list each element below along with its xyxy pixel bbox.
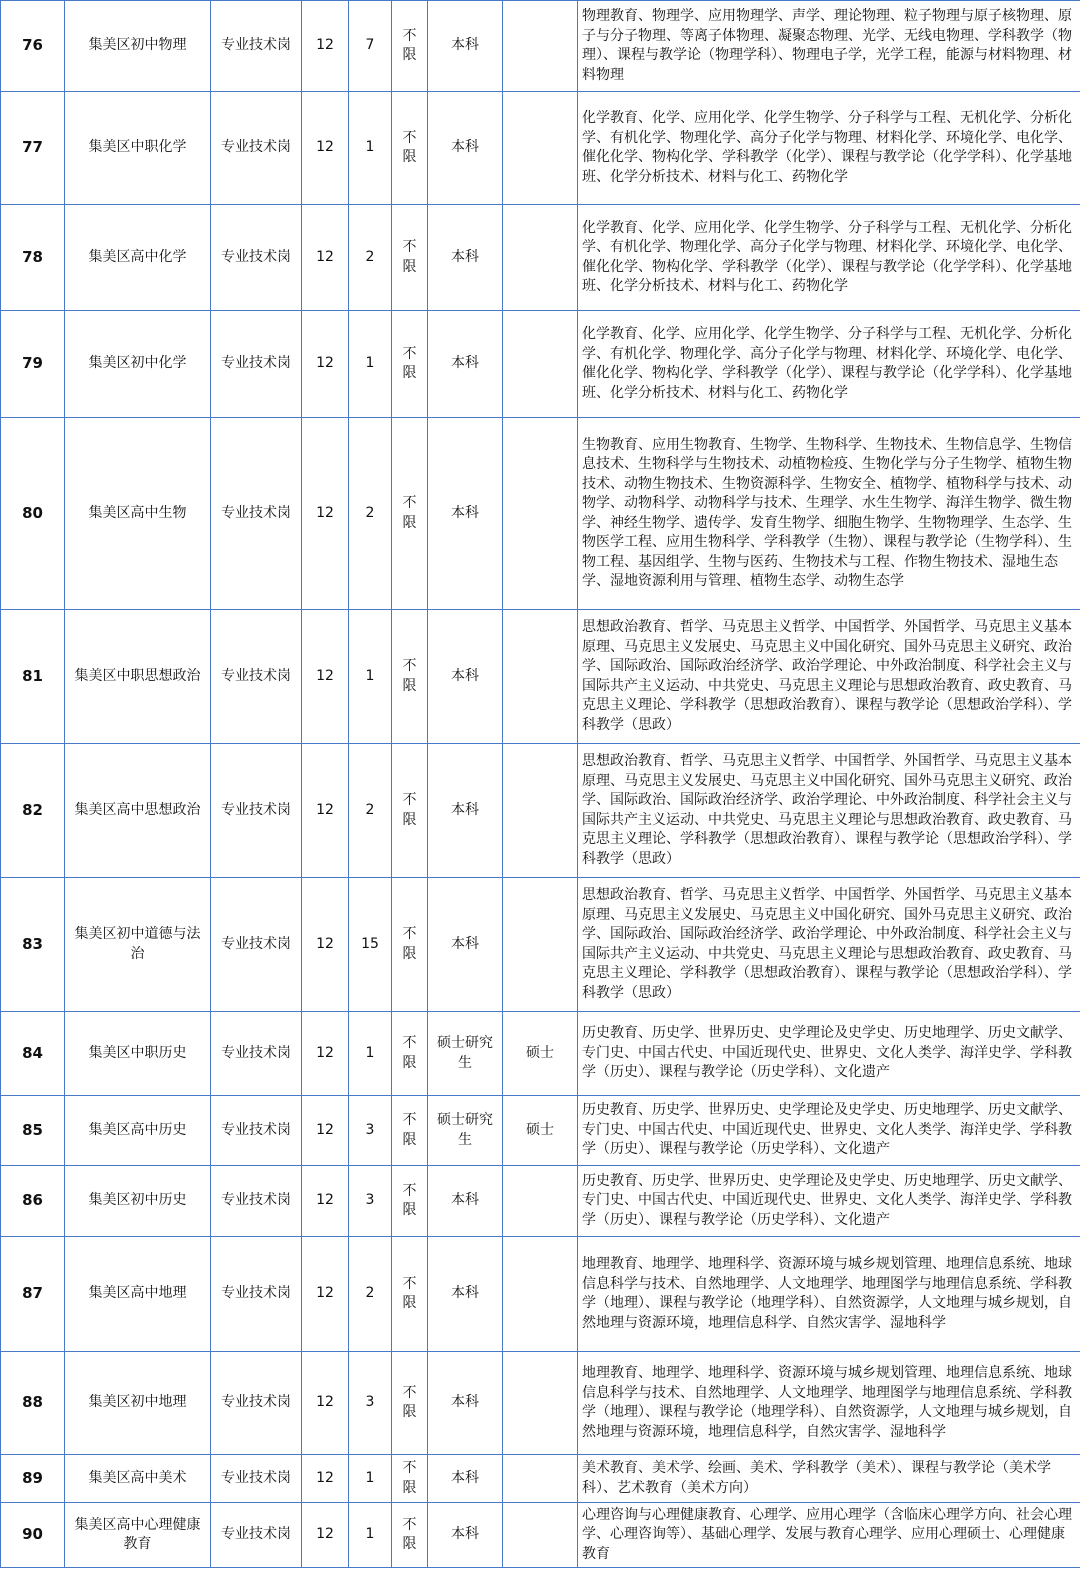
position-type: 专业技术岗: [211, 1352, 302, 1455]
major-requirements: 历史教育、历史学、世界历史、史学理论及史学史、历史地理学、历史文献学、专门史、中国古代史、中国近现代史、世界史、文化人类学、海洋史学、学科教学（历史）、课程与教学论（历史学科）、文化遗产: [578, 1096, 1080, 1166]
degree-requirement: [503, 418, 578, 610]
hire-count: 2: [349, 418, 392, 610]
position-grade: 12: [302, 744, 349, 878]
major-requirements: 地理教育、地理学、地理科学、资源环境与城乡规划管理、地理信息系统、地球信息科学与技术、自然地理学、人文地理学、地理图学与地理信息系统、学科教学（地理）、课程与教学论（地理学科）、自然资源学，人文地理与城乡规划，自然地理与资源环境，地理信息科学、自然灾害学、湿地科学: [578, 1237, 1080, 1352]
row-number: 81: [1, 610, 65, 744]
position-name: 集美区中职化学: [65, 92, 211, 205]
row-number: 87: [1, 1237, 65, 1352]
position-name: 集美区高中生物: [65, 418, 211, 610]
degree-requirement: 硕士: [503, 1096, 578, 1166]
position-name: 集美区中职思想政治: [65, 610, 211, 744]
hire-count: 7: [349, 1, 392, 92]
position-grade: 12: [302, 1096, 349, 1166]
hire-count: 2: [349, 744, 392, 878]
position-grade: 12: [302, 418, 349, 610]
gender-requirement: 不限: [392, 1166, 428, 1237]
hire-count: 3: [349, 1352, 392, 1455]
row-number: 76: [1, 1, 65, 92]
education-requirement: 本科: [428, 1166, 503, 1237]
table-row: [1, 1166, 1080, 1237]
gender-requirement: 不限: [392, 311, 428, 418]
education-requirement: 本科: [428, 744, 503, 878]
education-requirement: 本科: [428, 1455, 503, 1503]
major-requirements: 思想政治教育、哲学、马克思主义哲学、中国哲学、外国哲学、马克思主义基本原理、马克思主义发展史、马克思主义中国化研究、国外马克思主义研究、政治学、国际政治、国际政治经济学、政治学理论、中外政治制度、科学社会主义与国际共产主义运动、中共党史、马克思主义理论与思想政治教育、政史教育、马克思主义理论、学科教学（思想政治教育）、课程与教学论（思想政治学科）、学科教学（思政）: [578, 744, 1080, 878]
degree-requirement: [503, 878, 578, 1012]
education-requirement: 本科: [428, 878, 503, 1012]
degree-requirement: [503, 1166, 578, 1237]
row-number: 82: [1, 744, 65, 878]
position-type: 专业技术岗: [211, 92, 302, 205]
position-grade: 12: [302, 1012, 349, 1096]
major-requirements: 化学教育、化学、应用化学、化学生物学、分子科学与工程、无机化学、分析化学、有机化学、物理化学、高分子化学与物理、材料化学、环境化学、电化学、催化化学、物构化学、学科教学（化学）、课程与教学论（化学学科）、化学基地班、化学分析技术、材料与化工、药物化学: [578, 92, 1080, 205]
gender-requirement: 不限: [392, 1455, 428, 1503]
education-requirement: 本科: [428, 311, 503, 418]
row-number: 84: [1, 1012, 65, 1096]
position-grade: 12: [302, 1, 349, 92]
row-number: 80: [1, 418, 65, 610]
major-requirements: 物理教育、物理学、应用物理学、声学、理论物理、粒子物理与原子核物理、原子与分子物理、等离子体物理、凝聚态物理、光学、无线电物理、学科教学（物理）、课程与教学论（物理学科）、物理电子学，光学工程，能源与材料物理、材料物理: [578, 1, 1080, 92]
table-row: [1, 1, 1080, 92]
table-row: [1, 1237, 1080, 1352]
degree-requirement: [503, 1503, 578, 1568]
major-requirements: 美术教育、美术学、绘画、美术、学科教学（美术）、课程与教学论（美术学科）、艺术教育（美术方向）: [578, 1455, 1080, 1503]
gender-requirement: 不限: [392, 610, 428, 744]
table-row: [1, 1503, 1080, 1568]
table-row: [1, 311, 1080, 418]
table-row: [1, 610, 1080, 744]
major-requirements: 历史教育、历史学、世界历史、史学理论及史学史、历史地理学、历史文献学、专门史、中国古代史、中国近现代史、世界史、文化人类学、海洋史学、学科教学（历史）、课程与教学论（历史学科）、文化遗产: [578, 1166, 1080, 1237]
degree-requirement: [503, 1237, 578, 1352]
gender-requirement: 不限: [392, 1012, 428, 1096]
gender-requirement: 不限: [392, 1352, 428, 1455]
position-name: 集美区初中地理: [65, 1352, 211, 1455]
row-number: 89: [1, 1455, 65, 1503]
position-grade: 12: [302, 1455, 349, 1503]
position-grade: 12: [302, 92, 349, 205]
gender-requirement: 不限: [392, 878, 428, 1012]
table-row: [1, 1455, 1080, 1503]
position-name: 集美区初中道德与法治: [65, 878, 211, 1012]
education-requirement: 硕士研究生: [428, 1012, 503, 1096]
education-requirement: 本科: [428, 1, 503, 92]
education-requirement: 本科: [428, 610, 503, 744]
gender-requirement: 不限: [392, 1503, 428, 1568]
degree-requirement: [503, 205, 578, 311]
degree-requirement: [503, 92, 578, 205]
position-name: 集美区高中美术: [65, 1455, 211, 1503]
position-grade: 12: [302, 1503, 349, 1568]
hire-count: 1: [349, 610, 392, 744]
position-grade: 12: [302, 1166, 349, 1237]
position-name: 集美区高中心理健康教育: [65, 1503, 211, 1568]
education-requirement: 本科: [428, 1503, 503, 1568]
gender-requirement: 不限: [392, 744, 428, 878]
row-number: 90: [1, 1503, 65, 1568]
major-requirements: 化学教育、化学、应用化学、化学生物学、分子科学与工程、无机化学、分析化学、有机化学、物理化学、高分子化学与物理、材料化学、环境化学、电化学、催化化学、物构化学、学科教学（化学）、课程与教学论（化学学科）、化学基地班、化学分析技术、材料与化工、药物化学: [578, 205, 1080, 311]
position-type: 专业技术岗: [211, 1503, 302, 1568]
education-requirement: 硕士研究生: [428, 1096, 503, 1166]
table-row: [1, 1012, 1080, 1096]
degree-requirement: [503, 1, 578, 92]
position-grade: 12: [302, 311, 349, 418]
major-requirements: 历史教育、历史学、世界历史、史学理论及史学史、历史地理学、历史文献学、专门史、中国古代史、中国近现代史、世界史、文化人类学、海洋史学、学科教学（历史）、课程与教学论（历史学科）、文化遗产: [578, 1012, 1080, 1096]
position-name: 集美区高中化学: [65, 205, 211, 311]
row-number: 85: [1, 1096, 65, 1166]
position-name: 集美区初中历史: [65, 1166, 211, 1237]
gender-requirement: 不限: [392, 418, 428, 610]
gender-requirement: 不限: [392, 205, 428, 311]
education-requirement: 本科: [428, 418, 503, 610]
position-type: 专业技术岗: [211, 1237, 302, 1352]
position-type: 专业技术岗: [211, 1455, 302, 1503]
table-row: [1, 878, 1080, 1012]
row-number: 83: [1, 878, 65, 1012]
hire-count: 1: [349, 1503, 392, 1568]
major-requirements: 心理咨询与心理健康教育、心理学、应用心理学（含临床心理学方向、社会心理学、心理咨询等）、基础心理学、发展与教育心理学、应用心理硕士、心理健康教育: [578, 1503, 1080, 1568]
gender-requirement: 不限: [392, 1, 428, 92]
position-grade: 12: [302, 878, 349, 1012]
degree-requirement: [503, 311, 578, 418]
position-name: 集美区初中化学: [65, 311, 211, 418]
position-type: 专业技术岗: [211, 1012, 302, 1096]
hire-count: 3: [349, 1096, 392, 1166]
major-requirements: 思想政治教育、哲学、马克思主义哲学、中国哲学、外国哲学、马克思主义基本原理、马克思主义发展史、马克思主义中国化研究、国外马克思主义研究、政治学、国际政治、国际政治经济学、政治学理论、中外政治制度、科学社会主义与国际共产主义运动、中共党史、马克思主义理论与思想政治教育、政史教育、马克思主义理论、学科教学（思想政治教育）、课程与教学论（思想政治学科）、学科教学（思政）: [578, 610, 1080, 744]
gender-requirement: 不限: [392, 1096, 428, 1166]
education-requirement: 本科: [428, 92, 503, 205]
hire-count: 15: [349, 878, 392, 1012]
education-requirement: 本科: [428, 205, 503, 311]
table-row: [1, 92, 1080, 205]
table-row: [1, 205, 1080, 311]
row-number: 88: [1, 1352, 65, 1455]
position-grade: 12: [302, 1237, 349, 1352]
position-name: 集美区中职历史: [65, 1012, 211, 1096]
position-name: 集美区初中物理: [65, 1, 211, 92]
hire-count: 2: [349, 1237, 392, 1352]
gender-requirement: 不限: [392, 1237, 428, 1352]
education-requirement: 本科: [428, 1237, 503, 1352]
position-type: 专业技术岗: [211, 1166, 302, 1237]
hire-count: 1: [349, 1455, 392, 1503]
position-grade: 12: [302, 1352, 349, 1455]
position-grade: 12: [302, 205, 349, 311]
degree-requirement: [503, 744, 578, 878]
hire-count: 2: [349, 205, 392, 311]
hire-count: 3: [349, 1166, 392, 1237]
hire-count: 1: [349, 1012, 392, 1096]
position-type: 专业技术岗: [211, 1096, 302, 1166]
row-number: 77: [1, 92, 65, 205]
degree-requirement: [503, 1352, 578, 1455]
position-type: 专业技术岗: [211, 418, 302, 610]
table-row: [1, 1096, 1080, 1166]
major-requirements: 思想政治教育、哲学、马克思主义哲学、中国哲学、外国哲学、马克思主义基本原理、马克思主义发展史、马克思主义中国化研究、国外马克思主义研究、政治学、国际政治、国际政治经济学、政治学理论、中外政治制度、科学社会主义与国际共产主义运动、中共党史、马克思主义理论与思想政治教育、政史教育、马克思主义理论、学科教学（思想政治教育）、课程与教学论（思想政治学科）、学科教学（思政）: [578, 878, 1080, 1012]
position-type: 专业技术岗: [211, 311, 302, 418]
degree-requirement: [503, 1455, 578, 1503]
position-type: 专业技术岗: [211, 1, 302, 92]
education-requirement: 本科: [428, 1352, 503, 1455]
position-name: 集美区高中历史: [65, 1096, 211, 1166]
row-number: 79: [1, 311, 65, 418]
degree-requirement: [503, 610, 578, 744]
position-type: 专业技术岗: [211, 878, 302, 1012]
hire-count: 1: [349, 92, 392, 205]
position-type: 专业技术岗: [211, 744, 302, 878]
major-requirements: 地理教育、地理学、地理科学、资源环境与城乡规划管理、地理信息系统、地球信息科学与技术、自然地理学、人文地理学、地理图学与地理信息系统、学科教学（地理）、课程与教学论（地理学科）、自然资源学，人文地理与城乡规划，自然地理与资源环境，地理信息科学，自然灾害学、湿地科学: [578, 1352, 1080, 1455]
row-number: 78: [1, 205, 65, 311]
position-grade: 12: [302, 610, 349, 744]
table-row: [1, 1352, 1080, 1455]
gender-requirement: 不限: [392, 92, 428, 205]
table-row: [1, 418, 1080, 610]
row-number: 86: [1, 1166, 65, 1237]
table-row: [1, 744, 1080, 878]
position-name: 集美区高中思想政治: [65, 744, 211, 878]
degree-requirement: 硕士: [503, 1012, 578, 1096]
position-type: 专业技术岗: [211, 205, 302, 311]
position-type: 专业技术岗: [211, 610, 302, 744]
major-requirements: 化学教育、化学、应用化学、化学生物学、分子科学与工程、无机化学、分析化学、有机化学、物理化学、高分子化学与物理、材料化学、环境化学、电化学、催化化学、物构化学、学科教学（化学）、课程与教学论（化学学科）、化学基地班、化学分析技术、材料与化工、药物化学: [578, 311, 1080, 418]
hire-count: 1: [349, 311, 392, 418]
major-requirements: 生物教育、应用生物教育、生物学、生物科学、生物技术、生物信息学、生物信息技术、生物科学与生物技术、动植物检疫、生物化学与分子生物学、植物生物技术、动物生物技术、生物资源科学、生物安全、植物学、植物科学与技术、动物学、动物科学、动物科学与技术、生理学、水生生物学、海洋生物学、微生物学、神经生物学、遗传学、发育生物学、细胞生物学、生物物理学、生态学、生物医学工程、应用生物科学、学科教学（生物）、课程与教学论（生物学科）、生物工程、基因组学、生物与医药、生物技术与工程、作物生物技术、湿地生态学、湿地资源利用与管理、植物生态学、动物生态学: [578, 418, 1080, 610]
position-name: 集美区高中地理: [65, 1237, 211, 1352]
